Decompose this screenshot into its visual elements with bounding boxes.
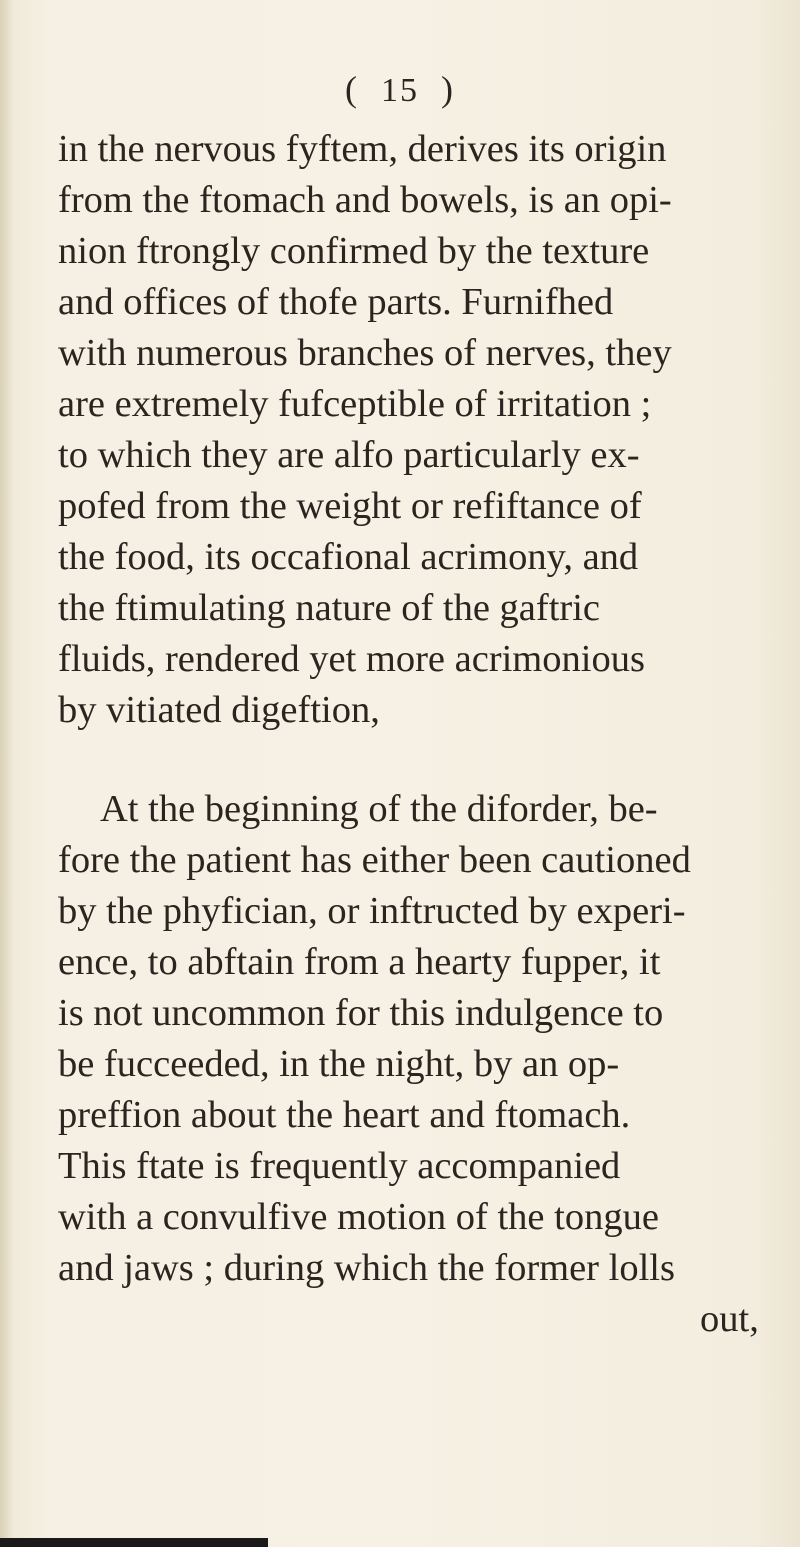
page-number-open-paren: ( [345, 69, 359, 109]
text-line: with numerous branches of nerves, they [58, 332, 672, 374]
page-number-header [0, 68, 800, 110]
text-line: the ftimulating nature of the gaftric [58, 587, 601, 629]
text-line: are extremely fufceptible of irritation ; [58, 383, 652, 425]
text-line: This ftate is frequently accompanied [58, 1145, 621, 1187]
catchword: out, [700, 1298, 759, 1340]
text-line: nion ftrongly confirmed by the texture [58, 230, 650, 272]
text-line: and jaws ; during which the former lolls [58, 1247, 675, 1289]
text-line: fore the patient has either been cautioned [58, 839, 691, 881]
text-line: fluids, rendered yet more acrimonious [58, 638, 645, 680]
text-line: pofed from the weight or refiftance of [58, 485, 642, 527]
text-line: preffion about the heart and ftomach. [58, 1094, 631, 1136]
page-gutter-shadow [0, 0, 14, 1547]
text-line: with a convulfive motion of the tongue [58, 1196, 659, 1238]
bottom-ink-rule [0, 1538, 268, 1547]
text-line: At the beginning of the diforder, be- [100, 788, 658, 830]
text-line: by vitiated digeftion, [58, 689, 380, 731]
text-line: be fucceeded, in the night, by an op- [58, 1043, 620, 1085]
text-line: from the ftomach and bowels, is an opi- [58, 179, 672, 221]
text-line: and offices of thofe parts. Furnifhed [58, 281, 614, 323]
text-line: to which they are alfo particularly ex- [58, 434, 640, 476]
text-line: ence, to abftain from a hearty fupper, it [58, 941, 661, 983]
text-line: by the phyfician, or inftructed by experi- [58, 890, 686, 932]
text-line: in the nervous fyftem, derives its origin [58, 128, 667, 170]
page-number: 15 [381, 72, 419, 109]
text-line: is not uncommon for this indulgence to [58, 992, 664, 1034]
text-line: the food, its occafional acrimony, and [58, 536, 639, 578]
page-number-close-paren: ) [441, 69, 455, 109]
